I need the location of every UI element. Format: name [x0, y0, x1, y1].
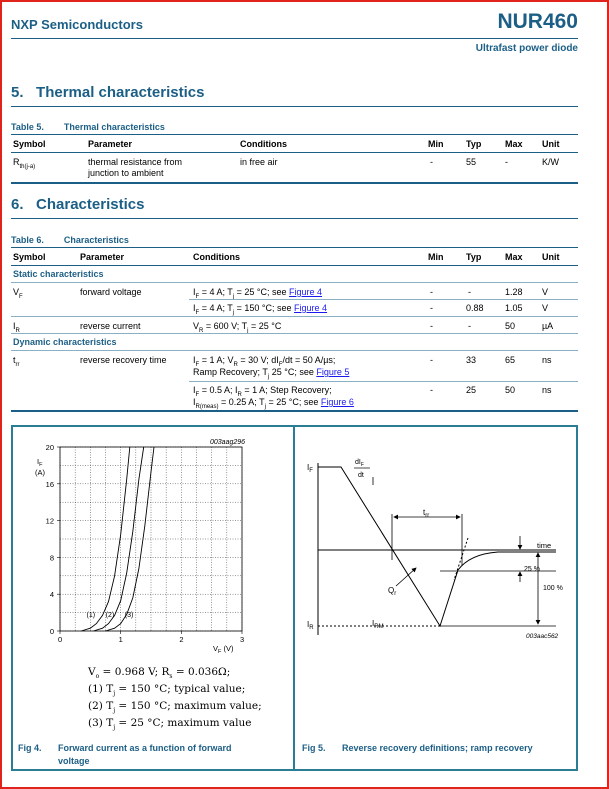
t6-header-parameter: Parameter	[80, 252, 125, 262]
fig4-note-line2: (1) $T_j = 150$ °C; typical value;	[88, 683, 246, 698]
vf-row2-unit: V	[542, 303, 549, 313]
fig5-label-ir: $I_R$	[307, 620, 314, 631]
trr-row2-min: -	[430, 385, 433, 395]
t5-conditions: in free air	[240, 157, 278, 167]
t5-min: -	[430, 157, 433, 167]
fig4-caption-line2: voltage	[58, 756, 90, 766]
fig4-ytick-label: 4	[49, 590, 54, 600]
fig4-xtick-label: 1	[118, 635, 123, 644]
table-6-header-rule	[11, 265, 578, 266]
t5-header-typ: Typ	[466, 139, 482, 149]
table-5-top-rule	[11, 134, 578, 135]
forward-current-chart	[14, 430, 292, 662]
fig4-xtick-label: 2	[179, 635, 184, 644]
trr-row1-conditions-line2: Ramp Recovery; $T_j$ 25 °C; see Figure 5	[193, 367, 350, 380]
fig4-ytick-label: 12	[45, 516, 54, 526]
vf-row-divider	[189, 299, 578, 300]
trr-row-divider	[189, 381, 578, 382]
fig4-caption	[18, 742, 232, 768]
vf-row1-min: -	[430, 287, 433, 297]
part-number: NUR460	[497, 10, 578, 33]
t5-header-max: Max	[505, 139, 523, 149]
fig4-ytick-label: 16	[45, 479, 54, 489]
figure-4-link-2[interactable]: Figure 4	[294, 303, 328, 313]
fig5-label-dt: dt	[358, 472, 364, 479]
fig4-series-label: (1)	[86, 611, 96, 619]
table-6-caption	[11, 235, 129, 245]
figure-5-link[interactable]: Figure 5	[316, 367, 350, 377]
fig4-ticks	[46, 443, 245, 644]
t5-header-conditions: Conditions	[240, 139, 287, 149]
section-6-title	[11, 196, 144, 213]
t6-header-typ: Typ	[466, 252, 482, 262]
section-5-number: 5.	[11, 84, 24, 101]
t5-parameter-line2: junction to ambient	[88, 168, 164, 178]
fig5-number: Fig 5.	[302, 743, 326, 753]
section-6-number: 6.	[11, 196, 24, 213]
figures-divider	[293, 425, 295, 771]
fig4-note-line3: (2) $T_j = 150$ °C; maximum value;	[88, 700, 262, 715]
static-group-rule	[11, 282, 578, 283]
trr-row2-unit: ns	[542, 385, 552, 395]
fig4-series-label: (3)	[124, 611, 134, 619]
trr-symbol: $t_{rr}$	[13, 355, 20, 368]
t5-header-symbol: Symbol	[13, 139, 46, 149]
ir-unit: µA	[542, 321, 554, 331]
group-static-characteristics: Static characteristics	[13, 269, 104, 279]
table-5-title: Thermal characteristics	[63, 122, 165, 132]
t5-header-unit: Unit	[542, 139, 560, 149]
group-dynamic-characteristics: Dynamic characteristics	[13, 337, 117, 347]
vf-row1-typ: -	[468, 287, 471, 297]
vf-row2-max: 1.05	[505, 303, 523, 313]
t5-parameter-line1: thermal resistance from	[88, 157, 183, 167]
ir-bottom-rule	[11, 333, 578, 334]
t5-header-min: Min	[428, 139, 444, 149]
figure-6-link[interactable]: Figure 6	[320, 397, 354, 407]
company-name: NXP Semiconductors	[11, 17, 143, 32]
trr-row1-max: 65	[505, 355, 516, 365]
t6-header-conditions: Conditions	[193, 252, 240, 262]
trr-row2-typ: 25	[466, 385, 477, 395]
fig5-label-didt: $dI_F$	[355, 459, 364, 468]
t5-header-parameter: Parameter	[88, 139, 133, 149]
section-6-heading: Characteristics	[36, 196, 145, 213]
fig5-label-trr: $t_{rr}$	[423, 508, 430, 519]
vf-bottom-rule	[11, 316, 578, 317]
fig4-note-line4: (3) $T_j = 25$ °C; maximum value	[88, 717, 252, 732]
fig4-ytick-label: 8	[49, 553, 54, 563]
figure-4-link[interactable]: Figure 4	[289, 287, 323, 297]
fig4-xtick-label: 0	[58, 635, 63, 644]
trr-row2-conditions-line2: $I_{R(meas)} = 0.25$ A; $T_j = 25$ °C; see Figure 6	[193, 397, 354, 410]
trr-row1-conditions-line1: $I_F = 1$ A; $V_R = 30$ V; $dI_F/dt = 50$ A/µs;	[193, 355, 336, 368]
t5-max: -	[505, 157, 508, 167]
fig5-label-time: time	[537, 541, 552, 550]
reverse-recovery-diagram	[298, 430, 576, 650]
vf-row2-typ: 0.88	[466, 303, 484, 313]
fig5-caption-text: Reverse recovery definitions; ramp recovery	[342, 743, 533, 753]
trr-row1-unit: ns	[542, 355, 552, 365]
ir-symbol: $I_R$	[13, 321, 20, 334]
ir-typ: -	[468, 321, 471, 331]
ir-conditions: $V_R = 600$ V; $T_j = 25$ °C	[193, 321, 282, 334]
table-5-label: Table 5.	[11, 122, 44, 132]
fig4-code: 003aag296	[210, 439, 246, 446]
t6-header-max: Max	[505, 252, 523, 262]
fig5-label-25pct: 25 %	[524, 566, 540, 573]
vf-symbol: $V_F$	[13, 287, 23, 300]
fig4-xlabel: $V_F$ (V)	[213, 644, 234, 655]
table-5-caption	[11, 122, 165, 132]
fig5-label-if: $I_F$	[307, 463, 313, 474]
fig5-label-irm: $I_{RM}$	[372, 619, 384, 630]
table-6-top-rule	[11, 247, 578, 248]
fig4-note-line1: $V_o = 0.968$ V; $R_s = 0.036\Omega$;	[88, 666, 231, 681]
fig4-ylabel-unit: (A)	[35, 468, 45, 477]
section-5-heading: Thermal characteristics	[36, 84, 205, 101]
fig5-caption	[302, 742, 533, 755]
fig4-number: Fig 4.	[18, 743, 42, 753]
ir-parameter: reverse current	[80, 321, 141, 331]
table-5-bottom-rule	[11, 182, 578, 184]
table-6-label: Table 6.	[11, 235, 44, 245]
t5-typ: 55	[466, 157, 477, 167]
fig4-ytick-label: 0	[49, 627, 54, 636]
t5-symbol: $R_{th(j-a)}$	[13, 157, 36, 170]
header-divider	[11, 38, 578, 39]
fig4-caption-line1: Forward current as a function of forward	[58, 743, 232, 753]
fig4-ytick-label: 20	[45, 443, 54, 452]
fig4-series-label: (2)	[105, 611, 115, 619]
ir-max: 50	[505, 321, 516, 331]
fig5-label-qr: $Q_r$	[388, 586, 397, 597]
section-6-rule	[11, 218, 578, 219]
section-5-title	[11, 84, 204, 101]
trr-row2-max: 50	[505, 385, 516, 395]
trr-row2-conditions-line1: $I_F = 0.5$ A; $I_R = 1$ A; Step Recovery;	[193, 385, 332, 398]
fig4-ylabel: $I_F$	[37, 457, 43, 468]
fig5-code: 003aac562	[526, 633, 559, 640]
vf-row2-conditions: $I_F = 4$ A; $T_j = 150$ °C; see Figure 4	[193, 303, 328, 316]
vf-row1-unit: V	[542, 287, 549, 297]
vf-row1-conditions: $I_F = 4$ A; $T_j = 25$ °C; see Figure 4	[193, 287, 323, 300]
fig5-extrapolation	[454, 538, 468, 580]
trr-parameter: reverse recovery time	[80, 355, 167, 365]
document-subtitle: Ultrafast power diode	[475, 43, 578, 54]
section-5-rule	[11, 106, 578, 107]
table-5-header-rule	[11, 152, 578, 153]
t6-header-symbol: Symbol	[13, 252, 46, 262]
dynamic-group-rule	[11, 350, 578, 351]
t6-header-min: Min	[428, 252, 444, 262]
fig4-xtick-label: 3	[240, 635, 245, 644]
vf-parameter: forward voltage	[80, 287, 142, 297]
fig5-label-100pct: 100 %	[543, 585, 563, 592]
t5-unit: K/W	[542, 157, 559, 167]
table-6-bottom-rule	[11, 410, 578, 412]
vf-row2-min: -	[430, 303, 433, 313]
vf-row1-max: 1.28	[505, 287, 523, 297]
ir-min: -	[430, 321, 433, 331]
t6-header-unit: Unit	[542, 252, 560, 262]
table-6-title: Characteristics	[63, 235, 129, 245]
trr-row1-min: -	[430, 355, 433, 365]
trr-row1-typ: 33	[466, 355, 477, 365]
